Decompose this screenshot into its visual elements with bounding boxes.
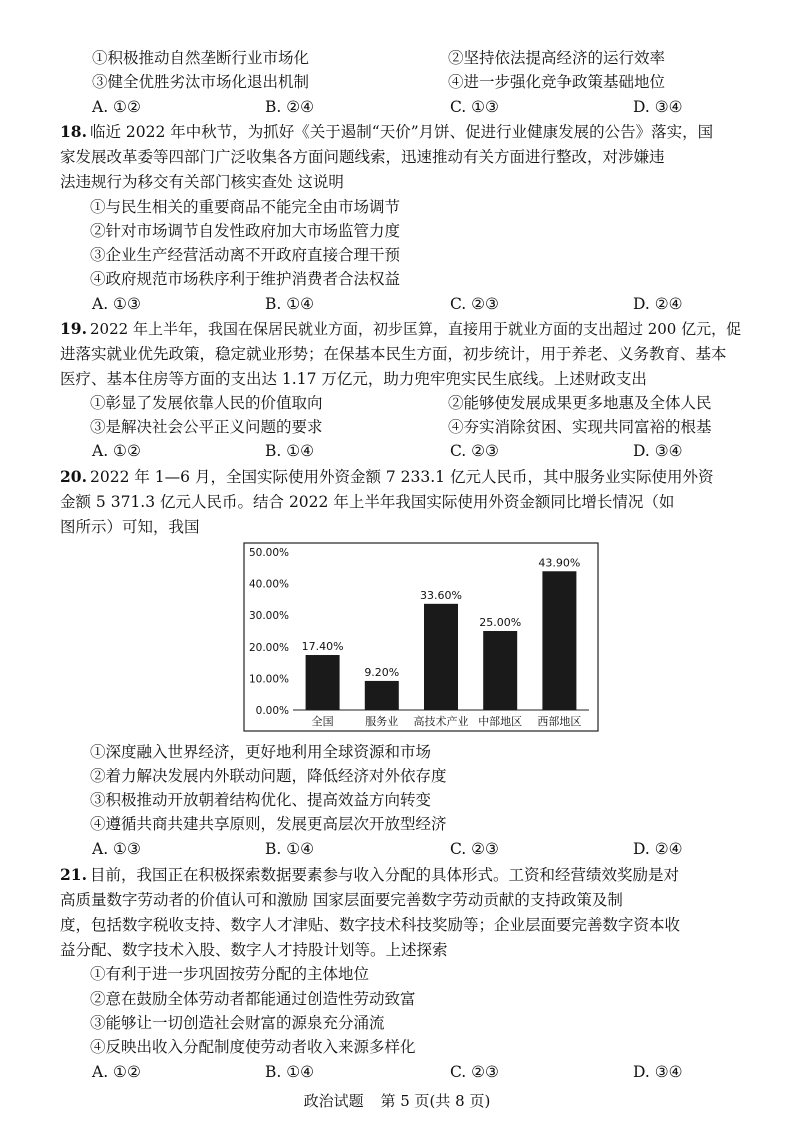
q19-stem-line-3: 医疗、基本住房等方面的支出达 1.17 万亿元，助力兜牢兜实民生底线。上述财政支出: [60, 370, 647, 388]
q17-answer-d: D. ③④: [633, 98, 683, 116]
q17-answer-c: C. ①③: [450, 98, 499, 116]
q18-item-3: ③企业生产经营活动离不开政府直接合理干预: [90, 246, 401, 264]
q19-item-3: ③是解决社会公平正义问题的要求: [90, 418, 323, 436]
q18-item-1: ①与民生相关的重要商品不能完全由市场调节: [90, 198, 401, 216]
q21-stem-line-3: 度，包括数字税收支持、数字人才津贴、数字技术科技奖励等；企业层面要完善数字资本收: [60, 916, 681, 934]
y-tick-label: 20.00%: [248, 641, 289, 654]
q18-answer-d: D. ②④: [633, 295, 683, 313]
y-tick-label: 0.00%: [255, 705, 289, 717]
q20-answer-a: A. ①③: [92, 840, 141, 858]
q17-item-4: ④进一步强化竞争政策基础地位: [448, 73, 666, 91]
q18-number: 18.: [60, 122, 87, 141]
q18-stem-line-3: 法违规行为移交有关部门核实查处 这说明: [60, 173, 344, 191]
q19-answer-d: D. ③④: [633, 442, 683, 460]
q19-item-2: ②能够使发展成果更多地惠及全体人民: [448, 394, 712, 412]
q17-answer-a: A. ①②: [92, 98, 141, 116]
q20-stem-line-2: 金额 5 371.3 亿元人民币。结合 2022 年上半年我国实际使用外资金额同比增长情况（如: [60, 493, 675, 511]
y-tick-label: 40.00%: [248, 578, 289, 591]
q17-answer-b: B. ②④: [265, 98, 315, 116]
q19-answer-b: B. ①④: [265, 442, 315, 460]
q18-answer-b: B. ①④: [265, 295, 315, 313]
q17-item-1: ①积极推动自然垄断行业市场化: [92, 49, 310, 67]
q20-stem-line-1: 2022 年 1—6 月，全国实际使用外资金额 7 233.1 亿元人民币，其中服务业实际使用外资: [90, 468, 714, 486]
q19-stem-line-2: 进落实就业优先政策，稳定就业形势；在保基本民生方面，初步统计，用于养老、义务教育、基本: [60, 345, 727, 363]
y-tick-label: 30.00%: [248, 610, 289, 623]
page-footer: [0, 1090, 794, 1111]
q20-item-1: ①深度融入世界经济，更好地利用全球资源和市场: [90, 743, 432, 761]
fdi-growth-bar-chart: [243, 542, 599, 732]
q21-item-3: ③能够让一切创造社会财富的源泉充分涌流: [90, 1014, 385, 1032]
q19-answer-c: C. ②③: [450, 442, 499, 460]
q20-answer-b: B. ①④: [265, 840, 315, 858]
x-category-label: 中部地区: [478, 715, 523, 728]
q21-answer-c: C. ②③: [450, 1063, 499, 1081]
q18-answer-a: A. ①③: [92, 295, 141, 313]
bar: [483, 631, 517, 710]
q20-item-4: ④遵循共商共建共享原则，发展更高层次开放型经济: [90, 815, 447, 833]
bar: [306, 655, 340, 710]
x-category-label: 服务业: [365, 715, 399, 728]
q21-stem-line-1: 目前，我国正在积极探索数据要素参与收入分配的具体形式。工资和经营绩效奖励是对: [90, 866, 680, 884]
bar: [424, 604, 458, 710]
q20-answer-c: C. ②③: [450, 840, 499, 858]
footer-page-number: 第 5 页(共 8 页): [380, 1092, 491, 1110]
q18-stem-line-1: 临近 2022 年中秋节，为抓好《关于遏制“天价”月饼、促进行业健康发展的公告》落实，国: [90, 123, 714, 141]
bar-value-label: 25.00%: [479, 616, 522, 629]
q21-item-4: ④反映出收入分配制度使劳动者收入来源多样化: [90, 1038, 416, 1056]
bar: [542, 571, 576, 710]
q21-item-2: ②意在鼓励全体劳动者都能通过创造性劳动致富: [90, 990, 416, 1008]
q21-answer-a: A. ①②: [92, 1063, 141, 1081]
q18-stem-line-2: 家发展改革委等四部门广泛收集各方面问题线索，迅速推动有关方面进行整改，对涉嫌违: [60, 148, 665, 166]
bar: [365, 681, 399, 710]
q19-item-1: ①彰显了发展依靠人民的价值取向: [90, 394, 323, 412]
x-category-label: 西部地区: [537, 715, 582, 728]
q21-answer-b: B. ①④: [265, 1063, 315, 1081]
bar-value-label: 17.40%: [301, 640, 344, 654]
q21-answer-d: D. ③④: [633, 1063, 683, 1081]
q20-number: 20.: [60, 467, 87, 486]
q21-number: 21.: [60, 865, 87, 884]
q19-item-4: ④夯实消除贫困、实现共同富裕的根基: [448, 418, 712, 436]
q21-item-1: ①有利于进一步巩固按劳分配的主体地位: [90, 965, 370, 983]
q18-answer-c: C. ②③: [450, 295, 499, 313]
bar-value-label: 33.60%: [420, 588, 462, 602]
x-category-label: 高技术产业: [413, 715, 469, 728]
y-tick-label: 50.00%: [248, 547, 289, 559]
q20-item-2: ②着力解决发展内外联动问题，降低经济对外依存度: [90, 767, 447, 785]
bar-value-label: 43.90%: [538, 556, 581, 570]
q17-item-2: ②坚持依法提高经济的运行效率: [448, 49, 666, 67]
x-category-label: 全国: [311, 715, 334, 728]
bar-value-label: 9.20%: [364, 665, 400, 679]
q20-stem-line-3: 图所示）可知，我国: [60, 518, 200, 536]
q19-answer-a: A. ①②: [92, 442, 141, 460]
q20-item-3: ③积极推动开放朝着结构优化、提高效益方向转变: [90, 791, 432, 809]
q19-stem-line-1: 2022 年上半年，我国在保居民就业方面，初步匡算，直接用于就业方面的支出超过 200 亿元，促: [90, 320, 742, 338]
q18-item-2: ②针对市场调节自发性政府加大市场监管力度: [90, 222, 401, 240]
q18-item-4: ④政府规范市场秩序利于维护消费者合法权益: [90, 270, 401, 288]
q21-stem-line-2: 高质量数字劳动者的价值认可和激励 国家层面要完善数字劳动贡献的支持政策及制: [60, 891, 623, 909]
q21-stem-line-4: 益分配、数字技术入股、数字人才持股计划等。上述探索: [60, 941, 448, 959]
q19-number: 19.: [60, 319, 87, 338]
q17-item-3: ③健全优胜劣汰市场化退出机制: [92, 73, 310, 91]
y-tick-label: 10.00%: [248, 673, 289, 686]
q20-answer-d: D. ②④: [633, 840, 683, 858]
footer-subject: 政治试题: [303, 1092, 364, 1110]
